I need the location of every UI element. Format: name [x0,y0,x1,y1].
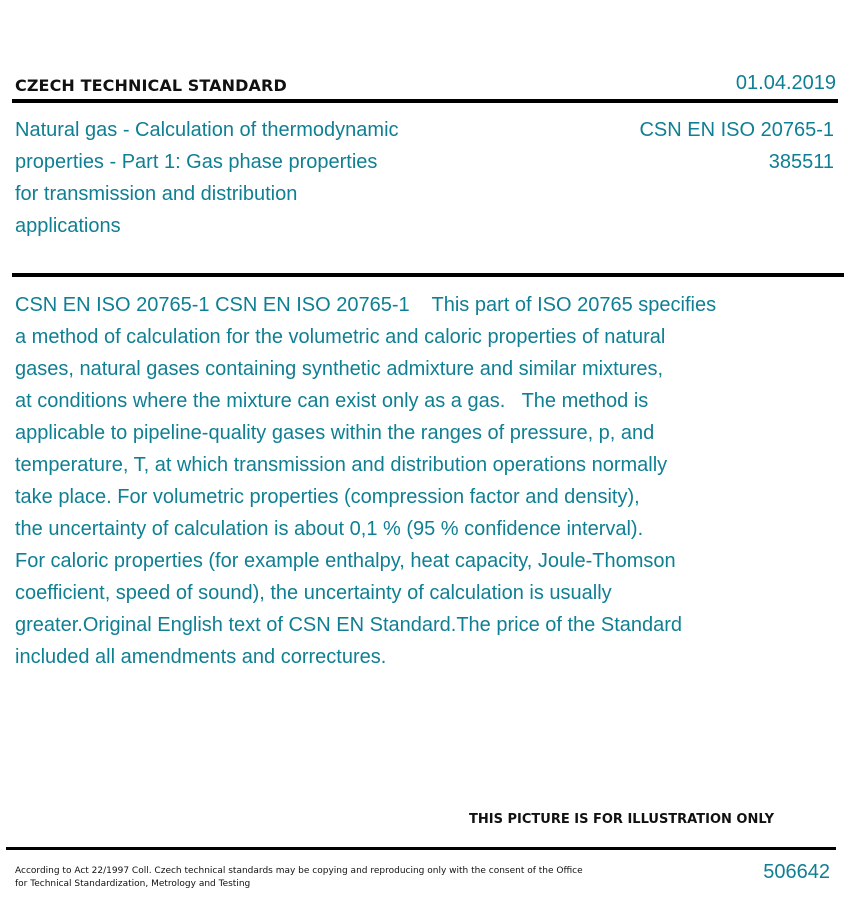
header-divider [12,99,838,103]
legal-notice [15,865,615,891]
standard-title-line: applications [15,215,121,237]
abstract-line: coefficient, speed of sound), the uncertainty of calculation is usually [15,582,612,604]
abstract-line: at conditions where the mixture can exist only as a gas. The method is [15,390,649,412]
illustration-notice: THIS PICTURE IS FOR ILLUSTRATION ONLY [469,812,774,827]
legal-line: for Technical Standardization, Metrology and Testing [15,879,251,889]
title-divider [12,273,844,277]
abstract-line: gases, natural gases containing synthetic admixture and similar mixtures, [15,358,664,380]
publication-date: 01.04.2019 [735,72,836,94]
standard-identifiers [639,114,834,178]
catalog-number: 506642 [763,861,830,883]
abstract-line: temperature, T, at which transmission and distribution operations normally [15,454,668,476]
abstract-line: greater.Original English text of CSN EN Standard.The price of the Standard [15,614,683,636]
standard-code: CSN EN ISO 20765-1 [639,119,834,141]
standard-title-line: Natural gas - Calculation of thermodynamic [15,119,399,141]
document-type-heading: CZECH TECHNICAL STANDARD [15,76,287,95]
abstract-line: For caloric properties (for example enthalpy, heat capacity, Joule-Thomson [15,550,676,572]
abstract-line: CSN EN ISO 20765-1 CSN EN ISO 20765-1 This part of ISO 20765 specifies [15,294,717,316]
abstract-line: applicable to pipeline-quality gases within the ranges of pressure, p, and [15,422,655,444]
abstract-line: a method of calculation for the volumetric and caloric properties of natural [15,326,666,348]
standard-title [15,114,455,242]
standard-title-line: properties - Part 1: Gas phase properties [15,151,378,173]
classification-number: 385511 [768,151,834,173]
footer-divider [6,847,836,850]
abstract-line: take place. For volumetric properties (compression factor and density), [15,486,640,508]
abstract-text [15,289,785,673]
standard-title-line: for transmission and distribution [15,183,298,205]
legal-line: According to Act 22/1997 Coll. Czech technical standards may be copying and reproducing only with the consent of the Office [15,866,583,876]
abstract-line: the uncertainty of calculation is about 0,1 % (95 % confidence interval). [15,518,644,540]
abstract-line: included all amendments and correctures. [15,646,387,668]
